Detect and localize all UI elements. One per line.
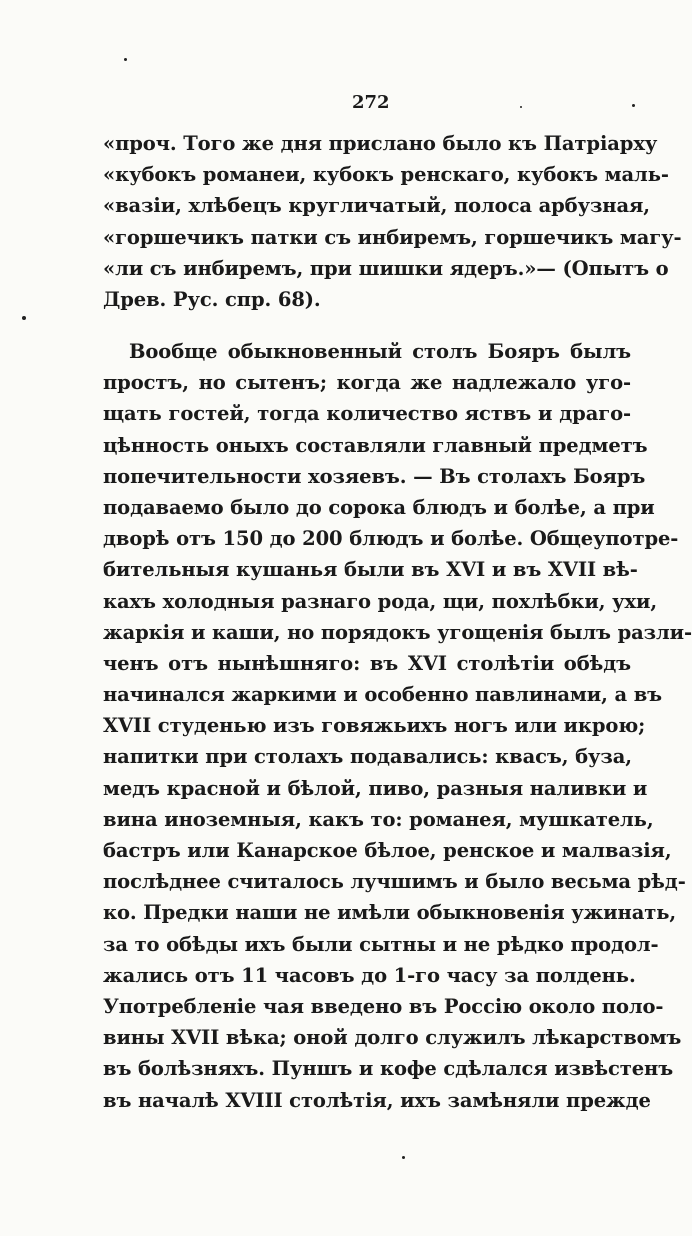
page-number: 272 (352, 92, 390, 113)
text-line: начинался жаркими и особенно павлинами, а въ (103, 683, 663, 707)
text-line: медъ красной и бѣлой, пиво, разныя наливки и (103, 776, 648, 800)
text-line: напитки при столахъ подавались: квасъ, буза, (103, 745, 632, 769)
text-line: кахъ холодныя разнаго рода, щи, похлѣбки, ухи, (103, 589, 658, 613)
text-line: «проч. Того же дня прислано было къ Патріарху (103, 132, 658, 155)
text-line: въ болѣзняхъ. Пуншъ и кофе сдѣлался извѣстенъ (103, 1057, 674, 1081)
text-line: вина иноземныя, какъ то: романея, мушкатель, (103, 807, 654, 831)
text-line: бастръ или Канарское бѣлое, ренское и малвазія, (103, 839, 672, 862)
text-line: дворѣ отъ 150 до 200 блюдъ и болѣе. Общеупотре- (103, 527, 679, 551)
text-line: ченъ отъ нынѣшняго: въ XVI столѣтіи обѣдъ (103, 651, 631, 675)
text-line: бительныя кушанья были въ XVI и въ XVII вѣ- (103, 558, 638, 582)
ink-speck (632, 104, 635, 107)
body-paragraph (103, 336, 692, 1116)
text-line: вины XVII вѣка; оной долго служилъ лѣкарствомъ (103, 1026, 682, 1050)
text-line: Древ. Рус. спр. 68). (103, 287, 321, 311)
text-line: жались отъ 11 часовъ до 1-го часу за полдень. (103, 963, 636, 987)
ink-speck (520, 106, 522, 108)
text-line: «горшечикъ патки съ инбиремъ, горшечикъ магу- (103, 225, 682, 249)
text-line: Вообще обыкновенный столъ Бояръ былъ (129, 340, 631, 363)
text-line: простъ, но сытенъ; когда же надлежало уго- (103, 371, 631, 395)
text-line: попечительности хозяевъ. — Въ столахъ Бояръ (103, 464, 646, 488)
text-line: XVII студенью изъ говяжьихъ ногъ или икрою; (103, 714, 646, 738)
ink-speck (402, 1156, 405, 1159)
text-line: Употребленіе чая введено въ Россію около поло- (103, 994, 664, 1018)
quotation-paragraph (103, 128, 682, 315)
text-line: «кубокъ романеи, кубокъ ренскаго, кубокъ маль- (103, 163, 669, 187)
text-line: ко. Предки наши не имѣли обыкновенія ужинать, (103, 901, 677, 925)
ink-speck (22, 316, 26, 320)
text-line: цѣнность оныхъ составляли главный предметъ (103, 433, 648, 457)
text-line: за то обѣды ихъ были сытны и не рѣдко продол- (103, 932, 659, 956)
text-line: «ли съ инбиремъ, при шишки ядеръ.»— (Опытъ о (103, 256, 669, 280)
text-line: въ началѣ XVIII столѣтія, ихъ замѣняли прежде (103, 1088, 651, 1112)
text-line: щать гостей, тогда количество яствъ и драго- (103, 402, 631, 426)
text-line: жаркія и каши, но порядокъ угощенія былъ разли- (103, 620, 692, 644)
text-line: подаваемо было до сорока блюдъ и болѣе, а при (103, 495, 655, 519)
ink-speck (124, 58, 127, 61)
text-line: «вазіи, хлѣбецъ кругличатый, полоса арбузная, (103, 194, 650, 218)
text-line: послѣднее считалось лучшимъ и было весьма рѣд- (103, 870, 686, 894)
